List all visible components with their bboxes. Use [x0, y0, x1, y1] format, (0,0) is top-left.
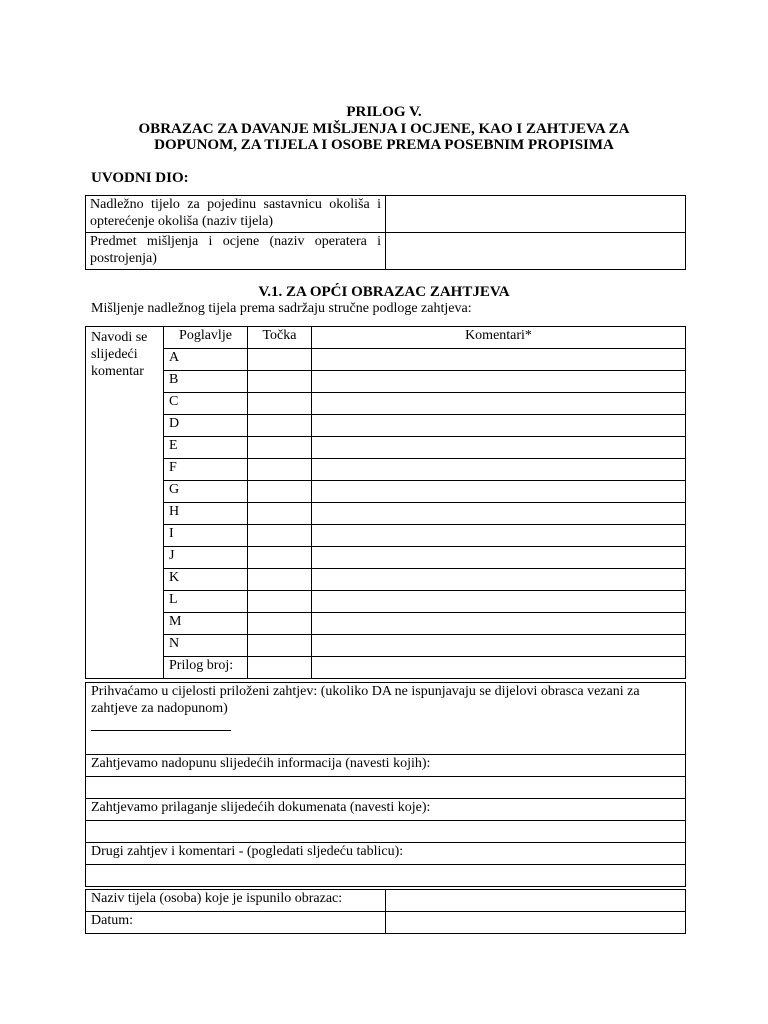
intro-table: [85, 195, 686, 270]
section-subtitle: Mišljenje nadležnog tijela prema sadržaju stručne podloge zahtjeva:: [91, 301, 472, 316]
table-row: [86, 777, 686, 799]
subject-label: Predmet mišljenja i ocjene (naziv operatera i postrojenja): [86, 233, 386, 270]
table-row: [86, 547, 686, 569]
comment-field[interactable]: [312, 371, 686, 393]
point-field[interactable]: [248, 459, 312, 481]
point-field[interactable]: [248, 437, 312, 459]
chapter-cell: B: [164, 371, 248, 393]
comment-field[interactable]: [312, 349, 686, 371]
filled-by-field[interactable]: [386, 890, 686, 912]
accept-text: Prihvaćamo u cijelosti priloženi zahtjev: (ukoliko DA ne ispunjavaju se dijelovi obrasca vezani za zahtjeve za nadopunom): [91, 684, 640, 716]
table-row: [86, 635, 686, 657]
column-header-komentari: Komentari*: [312, 327, 686, 349]
comment-field[interactable]: [312, 503, 686, 525]
table-row: [86, 591, 686, 613]
comment-field[interactable]: [312, 635, 686, 657]
comment-field[interactable]: [312, 613, 686, 635]
table-row: [86, 459, 686, 481]
point-field[interactable]: [248, 547, 312, 569]
table-row: [86, 865, 686, 887]
comment-field[interactable]: [312, 481, 686, 503]
date-label: Datum:: [86, 912, 386, 934]
table-row: [86, 755, 686, 777]
supplement-label: Zahtjevamo nadopunu slijedećih informacija (navesti kojih):: [86, 755, 686, 777]
table-row: [86, 613, 686, 635]
table-row: [86, 657, 686, 679]
competent-body-label: Nadležno tijelo za pojedinu sastavnicu okoliša i opterećenje okoliša (naziv tijela): [86, 196, 386, 233]
comment-field[interactable]: [312, 459, 686, 481]
comment-field[interactable]: [312, 657, 686, 679]
table-row: [86, 371, 686, 393]
chapter-cell: C: [164, 393, 248, 415]
column-header-poglavlje: Poglavlje: [164, 327, 248, 349]
comment-field[interactable]: [312, 415, 686, 437]
point-field[interactable]: [248, 349, 312, 371]
supplement-field[interactable]: [86, 777, 686, 799]
signature-table: [85, 889, 686, 934]
table-row: [86, 415, 686, 437]
chapter-cell: M: [164, 613, 248, 635]
table-row: [86, 349, 686, 371]
table-row: [86, 799, 686, 821]
document-label: PRILOG V.: [346, 104, 422, 120]
chapter-cell: E: [164, 437, 248, 459]
chapter-cell: I: [164, 525, 248, 547]
filled-by-label: Naziv tijela (osoba) koje je ispunilo obrazac:: [86, 890, 386, 912]
table-row: [86, 196, 686, 233]
adjust-field[interactable]: [86, 821, 686, 843]
navodi-label: Navodi se slijedeći komentar: [86, 327, 164, 679]
chapter-cell: F: [164, 459, 248, 481]
point-field[interactable]: [248, 591, 312, 613]
table-row: [86, 481, 686, 503]
table-row: [86, 233, 686, 270]
chapter-cell: N: [164, 635, 248, 657]
comment-field[interactable]: [312, 437, 686, 459]
comments-table: [85, 326, 686, 679]
date-field[interactable]: [386, 912, 686, 934]
point-field[interactable]: [248, 503, 312, 525]
table-row: [86, 683, 686, 755]
table-row: [86, 843, 686, 865]
point-field[interactable]: [248, 613, 312, 635]
signature-line: [91, 720, 231, 731]
point-field[interactable]: [248, 569, 312, 591]
table-row: [86, 437, 686, 459]
comment-field[interactable]: [312, 547, 686, 569]
accept-cell[interactable]: [86, 683, 686, 755]
chapter-cell: L: [164, 591, 248, 613]
chapter-cell: A: [164, 349, 248, 371]
competent-body-field[interactable]: [386, 196, 686, 233]
chapter-cell: Prilog broj:: [164, 657, 248, 679]
comment-field[interactable]: [312, 525, 686, 547]
table-row: [86, 393, 686, 415]
requests-table: [85, 682, 686, 887]
table-header-row: [86, 327, 686, 349]
table-row: [86, 821, 686, 843]
table-row: [86, 569, 686, 591]
chapter-cell: J: [164, 547, 248, 569]
column-header-tocka: Točka: [248, 327, 312, 349]
comment-field[interactable]: [312, 591, 686, 613]
document-title-line-1: OBRAZAC ZA DAVANJE MIŠLJENJA I OCJENE, KAO I ZAHTJEVA ZA: [138, 121, 630, 137]
chapter-cell: D: [164, 415, 248, 437]
other-label: Drugi zahtjev i komentari - (pogledati sljedeću tablicu):: [86, 843, 686, 865]
table-row: [86, 503, 686, 525]
chapter-cell: G: [164, 481, 248, 503]
point-field[interactable]: [248, 393, 312, 415]
other-field[interactable]: [86, 865, 686, 887]
section-title: V.1. ZA OPĆI OBRAZAC ZAHTJEVA: [258, 284, 510, 300]
adjust-label: Zahtjevamo prilaganje slijedećih dokumenata (navesti koje):: [86, 799, 686, 821]
point-field[interactable]: [248, 371, 312, 393]
intro-heading: UVODNI DIO:: [91, 170, 189, 186]
point-field[interactable]: [248, 635, 312, 657]
comment-field[interactable]: [312, 393, 686, 415]
table-row: [86, 912, 686, 934]
chapter-cell: K: [164, 569, 248, 591]
point-field[interactable]: [248, 657, 312, 679]
table-row: [86, 890, 686, 912]
point-field[interactable]: [248, 481, 312, 503]
document-title-line-2: DOPUNOM, ZA TIJELA I OSOBE PREMA POSEBNIM PROPISIMA: [154, 137, 614, 153]
point-field[interactable]: [248, 525, 312, 547]
chapter-cell: H: [164, 503, 248, 525]
point-field[interactable]: [248, 415, 312, 437]
comment-field[interactable]: [312, 569, 686, 591]
subject-field[interactable]: [386, 233, 686, 270]
table-row: [86, 525, 686, 547]
